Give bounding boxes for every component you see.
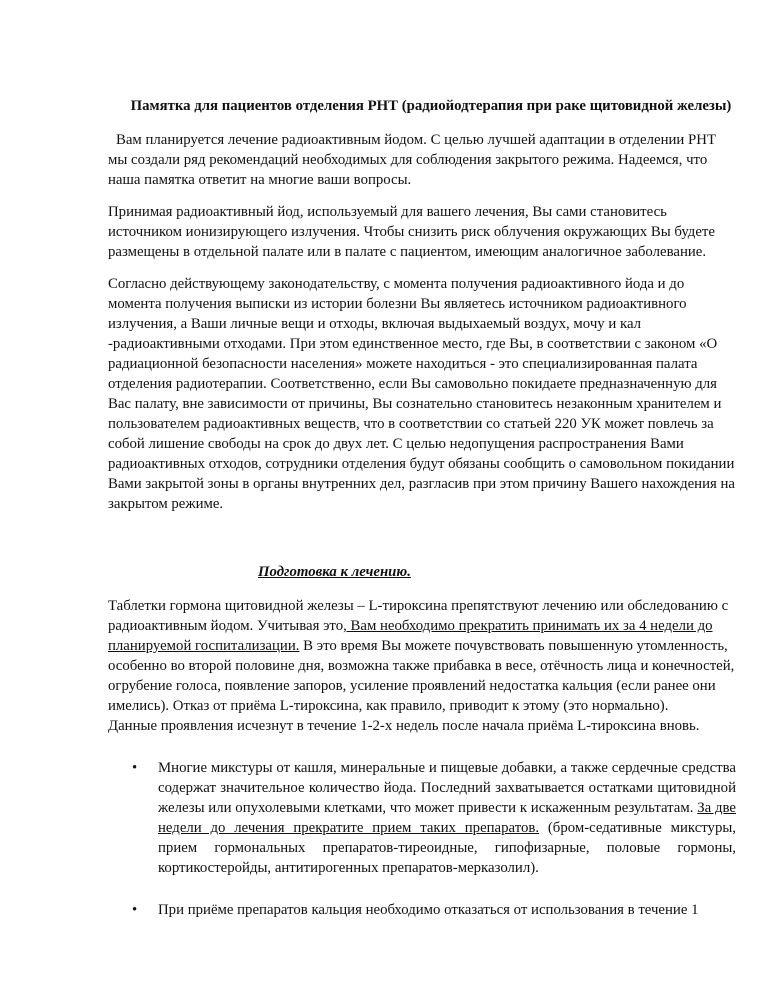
preparation-paragraph: [108, 596, 736, 716]
intro-paragraph: Вам планируется лечение радиоактивным йодом. С целью лучшей адаптации в отделении РНТ мы создали ряд рекомендаций необходимых для соблюдения закрытого режима. Надеемся, что наша памятка ответит на многие ваши вопросы.: [108, 132, 716, 188]
preparation-bullet-list: [108, 758, 736, 920]
document-body: [108, 96, 736, 942]
preparation-underlined-instruction: , Вам необходимо прекратить принимать их за 4 недели до планируемой госпитализации.: [108, 618, 713, 654]
preparation-text-start: Таблетки гормона щитовидной железы – L-тироксина препятствуют лечению или обследованию с радиоактивным йодом. Учитывая это: [108, 598, 729, 634]
preparation-text-end: В это время Вы можете почувствовать повышенную утомленность, особенно во второй половине дня, возможна также прибавка в весе, отёчность лица и конечностей, огрубение голоса, появление запоров, усиление проявлений недостатка кальция (если ранее они имелись). Отказ от приёма L-тироксина, как правило, приводит к этому (это нормально).: [108, 638, 735, 714]
bullet-icon: •: [132, 902, 138, 918]
section-title-preparation: Подготовка к лечению.: [258, 564, 411, 580]
bullet-icon: •: [132, 760, 138, 776]
preparation-last-line: Данные проявления исчезнут в течение 1-2-х недель после начала приёма L-тироксина вновь.: [108, 718, 700, 734]
bullet-text-start: При приёме препаратов кальция необходимо отказаться от использования в течение 1: [158, 902, 699, 918]
bullet-underlined-instruction: За две недели до лечения прекратите прием таких препаратов.: [158, 800, 736, 836]
legal-paragraph: Согласно действующему законодательству, с момента получения радиоактивного йода и до момента получения выписки из истории болезни Вы являетесь источником радиоактивного излучения, а Ваши личные вещи и отходы, включая выдыхаемый воздух, мочу и кал -радиоактивными отходами. При этом единственное место, где Вы, в соответствии с законом «О радиационной безопасности населения» можете находиться - это специализированная палата отделения радиотерапии. Соответственно, если Вы самовольно покидаете предназначенную для Вас палату, вне зависимости от причины, Вы сознательно становитесь незаконным хранителем и пользователем радиоактивных веществ, что в соответствии со статьей 220 УК может повлечь за собой лишение свободы на срок до двух лет. С целью недопущения распространения Вами радиоактивных отходов, сотрудники отделения будут обязаны сообщить о самовольном покидании Вами закрытой зоны в органы внутренних дел, разгласив при этом причину Вашего нахождения на закрытом режиме.: [108, 276, 735, 512]
radiation-source-paragraph: Принимая радиоактивный йод, используемый для вашего лечения, Вы сами становитесь источником ионизирующего излучения. Чтобы снизить риск облучения окружающих Вы будете размещены в отдельной палате или в палате с пациентом, имеющим аналогичное заболевание.: [108, 204, 715, 260]
bullet-text-start: Многие микстуры от кашля, минеральные и пищевые добавки, а также сердечные средства содержат значительное количество йода. Последний захватывается остатками щитовидной железы или опухолевыми клетками, что может привести к искаженным результатам.: [158, 760, 736, 816]
bullet-text-end: (бром-седативные микстуры, прием гормональных препаратов-тиреоидные, гипофизарные, половые гормоны, кортикостеройды, антитирогенных препаратов-мерказолил).: [158, 820, 736, 876]
list-item: [108, 900, 736, 920]
document-title: Памятка для пациентов отделения РНТ (радиойодтерапия при раке щитовидной железы): [130, 98, 732, 114]
list-item: [108, 758, 736, 878]
